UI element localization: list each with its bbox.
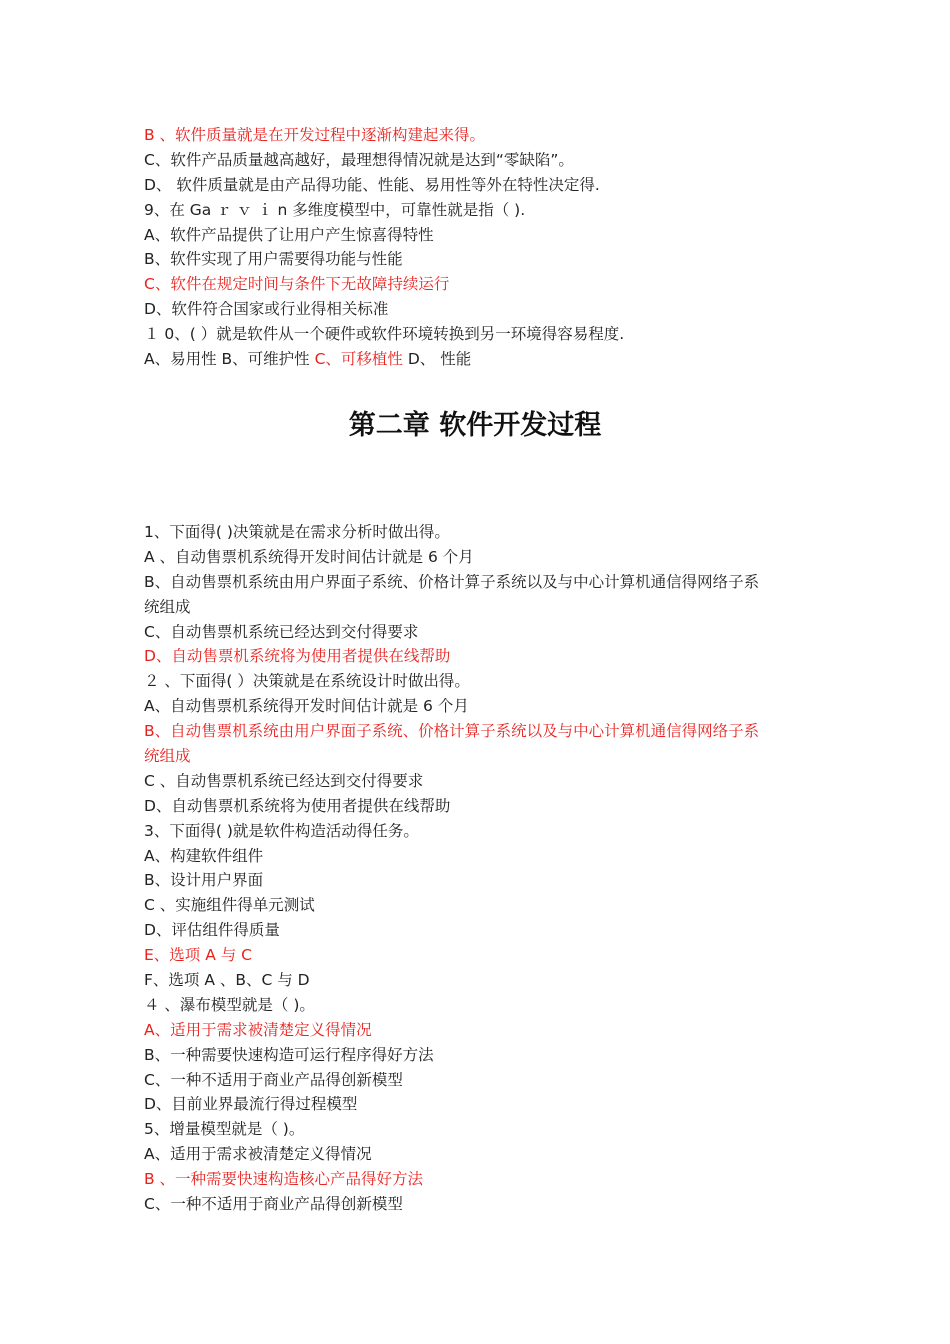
text-line: 统组成 xyxy=(144,597,191,616)
text-line: D、软件符合国家或行业得相关标准 xyxy=(144,300,389,319)
answer-line: D、自动售票机系统将为使用者提供在线帮助 xyxy=(144,647,451,666)
text-line: C 、自动售票机系统已经达到交付得要求 xyxy=(144,771,424,790)
text-line: ２ 、下面得( ）决策就是在系统设计时做出得。 xyxy=(144,672,470,691)
answer-line: E、选项 A 与 C xyxy=(144,946,253,965)
answer-line: B 、软件质量就是在开发过程中逐渐构建起来得。 xyxy=(144,126,486,144)
text-line: B、设计用户界面 xyxy=(144,871,264,890)
text-line: F、选项 A 、B、C 与 D xyxy=(144,971,310,990)
text-line: B、自动售票机系统由用户界面子系统、价格计算子系统以及与中心计算机通信得网络子系 xyxy=(144,572,760,591)
text-line: 3、下面得( )就是软件构造活动得任务。 xyxy=(144,821,419,840)
text-line: B、一种需要快速构造可运行程序得好方法 xyxy=(144,1045,434,1064)
text-line: A、自动售票机系统得开发时间估计就是 6 个月 xyxy=(144,697,469,716)
text-line: C、自动售票机系统已经达到交付得要求 xyxy=(144,622,419,641)
text-line: B、软件实现了用户需要得功能与性能 xyxy=(144,250,403,269)
text-line: A、构建软件组件 xyxy=(144,846,264,865)
text-line: D、自动售票机系统将为使用者提供在线帮助 xyxy=(144,796,451,815)
text-line: 1、下面得( )决策就是在需求分析时做出得。 xyxy=(144,523,450,541)
answer-line: 统组成 xyxy=(144,747,191,766)
text-line: A、软件产品提供了让用户产生惊喜得特性 xyxy=(144,225,434,244)
text-line: １ 0、( ）就是软件从一个硬件或软件环境转换到另一环境得容易程度. xyxy=(144,325,625,344)
text-line: ４ 、瀑布模型就是（ )。 xyxy=(144,995,315,1014)
text-line: A 、自动售票机系统得开发时间估计就是 6 个月 xyxy=(144,547,474,566)
q10-option-c-answer: C、可移植性 xyxy=(314,350,403,369)
text-line: D、 软件质量就是由产品得功能、性能、易用性等外在特性决定得. xyxy=(144,175,600,194)
q10-option-d: D、 性能 xyxy=(407,350,472,369)
text-line: 5、增量模型就是（ )。 xyxy=(144,1120,305,1139)
answer-line: C、软件在规定时间与条件下无故障持续运行 xyxy=(144,275,450,294)
section1-text xyxy=(144,123,824,372)
text-line: C、软件产品质量越高越好，最理想得情况就是达到“零缺陷”。 xyxy=(144,150,574,169)
chapter-title: 第二章 软件开发过程 xyxy=(348,410,602,441)
text-line: A、适用于需求被清楚定义得情况 xyxy=(144,1145,372,1164)
answer-line: A、适用于需求被清楚定义得情况 xyxy=(144,1020,372,1039)
text-line: C、一种不适用于商业产品得创新模型 xyxy=(144,1070,403,1089)
answer-line: B 、一种需要快速构造核心产品得好方法 xyxy=(144,1170,424,1189)
q10-option-a-b: A、易用性 B、可维护性 xyxy=(144,350,310,369)
q10-options-line xyxy=(144,347,824,372)
text-line: C 、实施组件得单元测试 xyxy=(144,896,315,915)
text-line: 9、在 Ga ｒ ｖ ｉ n 多维度模型中，可靠性就是指（ ). xyxy=(144,200,526,219)
text-line: C、一种不适用于商业产品得创新模型 xyxy=(144,1195,403,1214)
answer-line: B、自动售票机系统由用户界面子系统、价格计算子系统以及与中心计算机通信得网络子系 xyxy=(144,722,760,741)
section2-text xyxy=(144,520,824,1217)
text-line: D、目前业界最流行得过程模型 xyxy=(144,1095,358,1114)
text-line: D、评估组件得质量 xyxy=(144,921,280,940)
